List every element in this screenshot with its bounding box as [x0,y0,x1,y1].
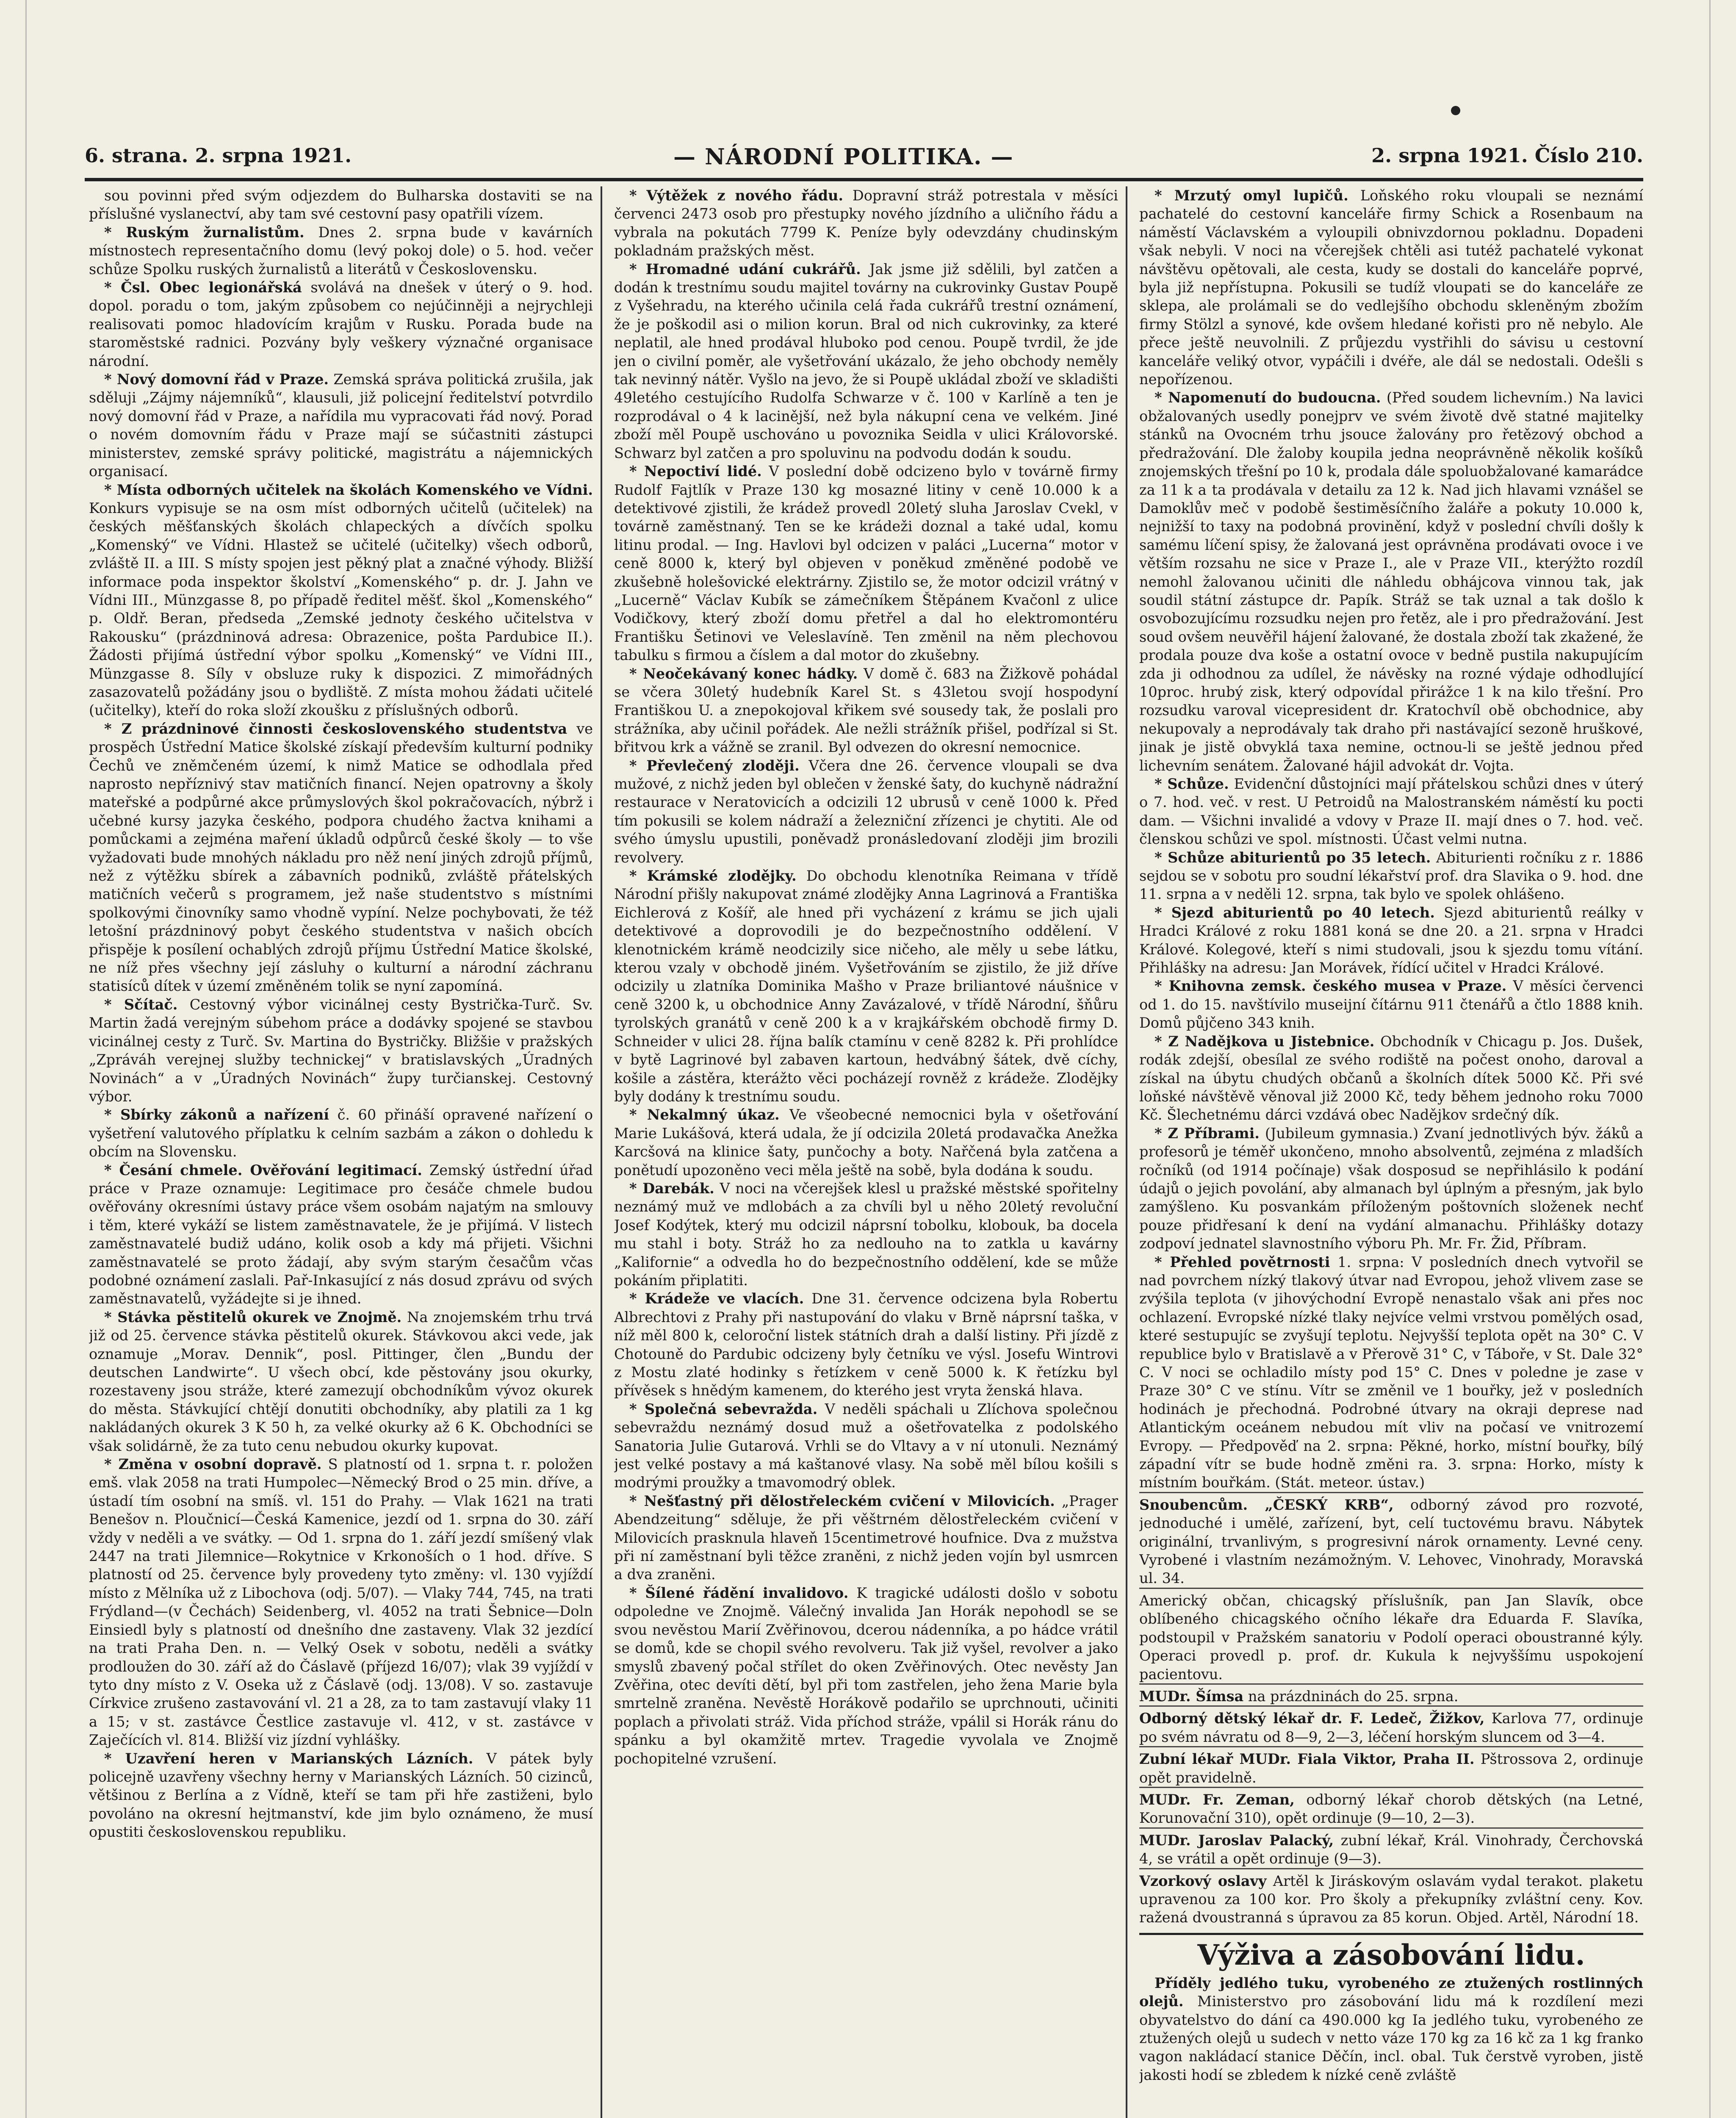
column-3-items [1139,186,1643,1927]
article-text: S platností od 1. srpna t. r. položen emš. vlak 2058 na trati Humpolec—Německý Brod o 25 min. dříve, a ústadí tím osobní na smíš. vl. 151 do Prahy. — Vlak 1621 na trati Benešov n. Ploučnicí—Česká Kamenice, jezdí od 1. srpna do 30. září vždy v neděli a ve svátky. — Od 1. srpna do 1. září jezdí smíšený vlak 2447 na trati Jilemnice—Rokytnice v Krkonoších o 1 hod. dříve. S platností od 25. července byly provedeny tyto změny: vl. 130 vyjíždí místo z Mělníka už z Libochova (odj. 5/07). — Vlaky 744, 745, na trati Frýdland—(v Čechách) Seidenberg, vl. 4052 na trati Šebnice—Doln Einsiedl byly s platností od dnešního dne zastaveny. Vlak 32 jezdící na trati Praha Den. n. — Velký Osek v sobotu, neděli a svátky prodloužen do 30. září až do Čáslavě (příjezd 16/07); vlak 39 vyjíždí v tyto dny místo z V. Oseka už z Čáslavě (odj. 13/08). V so. zastavuje Církvice zrušeno zastavování vl. 21 a 28, za to tam zastavují vlaky 11 a 15; v st. zastávce Čestlice zastavuje vl. 412, v st. zastávce v Zaječících vl. 814. Bližší viz jízdní vyhlášky. [89,1456,593,1749]
article-title: * Schůze abiturientů po 35 letech. [1155,849,1431,866]
article-text: V měsíci červenci od 1. do 15. navštívilo museijní čítárnu 911 čtenářů a čtlo 1888 knih. Domů půjčeno 343 knih. [1139,978,1643,1031]
article-title: * Schůze. [1155,776,1229,792]
section-article [1139,1974,1643,2084]
header-issue-number: 2. srpna 1921. Číslo 210. [1371,144,1643,167]
article-title: * Napomenutí do budoucna. [1155,389,1381,406]
advertisement-title: Vzorkový oslavy [1139,1872,1267,1889]
article-text: Dne 31. července odcizena byla Robertu Albrechtovi z Prahy při nastupování do vlaku v Brně náprsní taška, v níž měl 800 k, celoroční listek státních drah a další listiny. Při jízdě z Chotouně do Pardubic odcizeny byly četníku ve výsl. Josefu Wintrovi z Mostu zlaté hodinky s řetízkem v ceně 5000 k. K řetízku byl přívěsek s hnědým kamenem, do kterého jest vryta ženská hlava. [614,1290,1118,1399]
article-title: * Změna v osobní dopravě. [104,1456,322,1473]
article-text: Abiturienti ročníku z r. 1886 sejdou se v sobotu pro soudní lékařství prof. dra Slavika o 9. hod. dne 11. srpna a v neděli 12. srpna, tak bylo ve spolek ohlášeno. [1139,849,1643,903]
advertisement-text: na prázdninách do 25. srpna. [1243,1688,1459,1705]
article-text: č. 60 přináší opravené nařízení o vyšetření valutového příplatku k celním sazbám a zákon o dohledu k obcím na Slovensku. [89,1106,593,1160]
article [89,995,593,1106]
section-articles [1139,1974,1643,2084]
article [89,186,593,223]
advertisement [1139,1746,1643,1787]
article [614,867,1118,1106]
article-text: sou povinni před svým odjezdem do Bulharska dostaviti se na příslušné vyslanectví, aby tam své cestovní pasy opatřili vízem. [89,187,593,222]
article [89,1308,593,1455]
article-title: * Hromadné udání cukrářů. [629,261,861,277]
advertisement-text: Artěl k Jiráskovým oslavám vydal terakot. plaketu upravenou za 100 kor. Pro školy a překupníky zvláštní ceny. Kov. ražená dvoustranná s úpravou za 85 korun. Objed. Artěl, Národní 18. [1139,1872,1643,1926]
article-text: (Jubileum gymnasia.) Zvaní jednotlivých býv. žáků a profesorů je téměř ukončeno, mnoho absolventů, zejména z mladších ročníků (od 1914 počínaje) však dosposud se nepřihlásilo k podání údajů o jejich povolání, aby almanach byl úplným a přesným, jak bylo zamýšleno. Ku posvankám příloženým poštovních složenek nechť pouze přidřesaní k dení na vydání almanachu. Přihlášky dotazy zodpoví jednatel slavnostního výboru Ph. Mr. Fr. Žid, Příbram. [1139,1125,1643,1252]
section-heading: Výživa a zásobování lidu. [1139,1933,1643,1972]
article-text: Včera dne 26. července vloupali se dva mužové, z nichž jeden byl oblečen v ženské šaty, do kuchyně nádražní restaurace v Neratovicích a odcizili 12 ubrusů v ceně 1000 k. Před tím pokusili se kolem nádraží a železniční zřízenci je chytiti. Ale od svého úmyslu upustili, poněvadž pronásledovaní zloději jim brozili revolvery. [614,757,1118,866]
article [89,720,593,995]
article-title: * Nekalmný úkaz. [629,1106,780,1123]
article [1139,775,1643,848]
advertisement-text: zubní lékař, Král. Vinohrady, Čerchovská 4, se vrátil a opět ordinuje (9—3). [1139,1832,1643,1867]
article [614,1492,1118,1584]
article-title: * Místa odborných učitelek na školách Komenského ve Vídni. [104,481,593,498]
article-title: * Z Nadějkova u Jistebnice. [1155,1033,1375,1050]
article-title: * Neočekávaný konec hádky. [629,665,858,682]
article [614,665,1118,757]
article-text: Dnes 2. srpna bude v kavárních místnostech representačního domu (levý pokoj dole) o 5. hod. večer schůze Spolku ruských žurnalistů a literátů v Československu. [89,224,593,277]
article-title: * Šílené řádění invalidovo. [629,1584,849,1601]
article-text: K tragické události došlo v sobotu odpoledne ve Znojmě. Válečný invalida Jan Horák nepohodl se se svou nevěstou Marií Zvěřinovou, dcerou nádenníka, a po hádce vrátil se domů, kde se chopil svého revolveru. Tak již vyšel, revolver a jako smyslů zbavený počal střílet do oken Zvěřinových. Otec nevěsty Jan Zvěřina, otec devíti dětí, byl při tom zastřelen, jeho žena Marie byla smrtelně zraněna. Nevěstě Horákově podařilo se uprchnouti, učiniti poplach a přivolati stráž. Vida příchod stráže, vpálil si Horák ránu do spánku a byl okamžitě mrtev. Tragedie vyvolala ve Znojmě pochopitelné vzrušení. [614,1584,1118,1767]
advertisement-text: Pštrossova 2, ordinuje opět pravidelně. [1139,1751,1643,1786]
page-edge-left [25,0,27,2118]
article-title: * Nešťastný při dělostřeleckém cvičení v Milovicích. [629,1492,1055,1509]
article-title: * Převlečený zloději. [629,757,800,774]
article-text: V pátek byly policejně uzavřeny všechny herny v Marianských Lázních. 50 cizinců, většinou z Berlína a z Vídně, kteří se tam při hře zastiženi, bylo povoláno na okresní hejtmanství, kde jim bylo oznámeno, že musí opustiti československou republiku. [89,1750,593,1841]
article-text: Ve všeobecné nemocnici byla v ošetřování Marie Lukášová, která udala, že jí odcizila 20letá prodavačka Anežka Karcšová na klinice šaty, punčochy a boty. Nařčená byla zatčena a ponětudí upozoněno veci měla ještě na sobě, byla dodána k soudu. [614,1106,1118,1178]
advertisement-text: Karlova 77, ordinuje po svém návratu od 8—9, 2—3, léčení horským sluncem od 3—4. [1139,1710,1643,1745]
article [1139,1253,1643,1492]
article [89,1455,593,1749]
advertisement [1139,1683,1643,1705]
article [614,260,1118,462]
article [1139,1124,1643,1253]
article [89,370,593,480]
masthead-title: — NÁRODNÍ POLITIKA. — [673,144,1014,170]
article-text: ve prospěch Ústřední Matice školské získají především kulturní podniky Čechů ve zněmčeném území, k nimž Matice se odhodlala před naprosto nepříznivý stav matičních financí. Nejen opatrovny a školy mateřské a podpůrné akce průmyslových škol pokračovacích, nýbrž i učebné kursy jazyka českého, podpora chudého žactva knihami a pomůckami a zejména maření úkladů odpůrců české školy — to vše vyžadovati bude mnohých nákladu pro něž není jiných zdrojů příjmů, než z výtěžku sbírek a zábavních podniků, zvláště přátelských matičních večerů s programem, jež naše studentstvo s místními spolkovými činovníky samo vhodně vypíní. Nelze pochybovati, že též letošní prázdninový pobyt českého studentstva v našich obcích přispěje k posílení ochablých zdrojů příjmu Ústřední Matice školské, ne níž přes všechny její zásluhy o kulturní a národní záchranu statisíců dítek v území změněném tolik se nyní zapomíná. [89,720,593,995]
article-title: * Společná sebevražda. [629,1400,818,1417]
article-title: * Mrzutý omyl lupičů. [1155,187,1348,204]
article [1139,186,1643,388]
advertisement [1139,1787,1643,1827]
article [614,1584,1118,1768]
article-title: * Z Příbrami. [1155,1125,1260,1142]
article-title: * Nový domovní řád v Praze. [104,371,329,388]
article [614,1179,1118,1289]
article-text: V domě č. 683 na Žižkově pohádal se včera 30letý hudebník Karel St. s 43letou svojí hospodyní Františkou U. a znepokojoval křikem své sousedy tak, že poslali pro strážníka, aby učinil pořádek. Ale nežli strážník přišel, podřízal si St. břitvou krk a vážně se zranil. Byl odvezen do okresní nemocnice. [614,665,1118,756]
advertisement-text: Americký občan, chicagský příslušník, pan Jan Slavík, obce oblíbeného chicagského očního lékaře dra Eduarda F. Slavíka, podstoupil v Pražském sanatoriu v Podolí operaci oboustranné kýly. Operaci provedl p. prof. dr. Kukula k nejvyššímu uspokojení pacientovu. [1139,1592,1643,1683]
article-text: 1. srpna: V posledních dnech vytvořil se nad povrchem nízký tlakový útvar nad Evropou, jehož vlivem zase se zvýšila teplota (v jihovýchodní Evropě nenastalo však ani přes noc ochlazení. Evropské nízké tlaky nejvíce velmi vrstvou pomělých osad, které sestupujíc se zvyšují teplotu. Nejvyšší teplota opět na 30° C. V republice bylo v Bratislavě a v Přerově 31° C, v Táboře, v St. Dale 32° C. V noci se ochladilo místy pod 15° C. Dnes v poledne je zase v Praze 30° C ve stínu. Vítr se změnil ve 1 bouřky, jež v posledních hodinách je přechodná. Podrobné útvary na okraji deprese nad Atlantickým oceánem nebudou mít vliv na počasí ve vnitrozemí Evropy. — Předpověď na 2. srpna: Pěkné, horko, místní bouřky, bílý západní vítr se bude hodně změni ra. 3. srpna: Horko, místy k místním bouřkám. (Stát. meteor. ústav.) [1139,1253,1643,1491]
article-title: * Sčítač. [104,996,178,1013]
advertisement-title: MUDr. Šímsa [1139,1688,1244,1705]
article [614,1289,1118,1400]
article-text: Sjezd abiturientů reálky v Hradci Králové z roku 1881 koná se dne 20. a 21. srpna v Hradci Králové. Kolegové, kteří s nimi studovali, jsou k sjezdu tomu vítání. Přihlášky na adresu: Jan Morávek, řídící učitel v Hradci Králové. [1139,904,1643,976]
column-3 [1139,186,1643,2118]
article [614,757,1118,867]
article [89,481,593,720]
article [614,462,1118,664]
column-rule [1126,186,1127,2118]
advertisement [1139,1868,1643,1927]
article-title: * Ruským žurnalistům. [104,224,305,241]
article [614,186,1118,260]
article [1139,848,1643,904]
page-edge-right [1709,0,1711,2118]
article-title: * Česání chmele. Ověřování legitimací. [104,1162,422,1178]
article [1139,388,1643,775]
article-text: Evidenční důstojníci mají přátelskou schůzi dnes v úterý o 7. hod. več. v rest. U Petroidů na Malostranském náměstí ku pocti dam. — Všichni invalidé a vdovy v Praze II. mají dnes o 7. hod. več. členskou schůzi ve spol. místnosti. Účast velmi nutna. [1139,776,1643,848]
article-text: svolává na dnešek v úterý o 9. hod. dopol. poradu o tom, jakým způsobem co nejúčinněji a nejrychleji realisovati pomoc hladovícím krajům v Rusku. Porada bude na staroměstské radnici. Pozvány byly veškery význačné organisace národní. [89,279,593,369]
advertisement-text: odborný závod pro rozvoté, jednoduché i umělé, zařízení, byt, celí tuctovému bravu. Nábytek originální, trvanlivým, s progresivní nárok ornamenty. Levné ceny. Vyrobené i vlastním nezámožným. V. Lehovec, Vinohrady, Moravská ul. 34. [1139,1496,1643,1587]
article [614,1106,1118,1179]
article-title: * Z prázdninové činnosti československého studentstva [104,720,568,737]
article-text: Loňského roku vloupali se neznámí pachatelé do cestovní kanceláře firmy Schick a Rosenbaum na náměstí Václavském a vyloupili obnivzdornou pokladnu. Dopadeni však nebyli. V noci na včerejšek chtěli asi tutéž pachatelé vykonat návštěvu opětovali, ale cesta, kudy se dostali do kanceláře poprvé, byla již nepřístupna. Pokusili se tudíž vloupati se do kanceláře ze sklepa, ale prolámali se do vedlejšího obchodu skleněným zbožím firmy Stölzl a synové, kde ovšem hledané kořisti pro ně nebylo. Ale přece ještě neuvolnili. Z průjezdu vystřihli do sávisu u cestovní kanceláře veliký otvor, vypáčili i dvéře, ale dál se nedostali. Odešli s nepořízenou. [1139,187,1643,388]
column-2 [614,186,1118,2118]
article [89,1106,593,1161]
article-title: * Knihovna zemsk. českého musea v Praze. [1155,978,1507,995]
section-article-title: Příděly jedlého tuku, vyrobeného ze ztužených rostlinných olejů. [1139,1974,1643,2010]
article-text: Na znojemském trhu trvá již od 25. července stávka pěstitelů okurek. Stávkovou akci vede, jak oznamuje „Morav. Dennik“, posl. Pittinger, člen „Bundu der deutschen Landwirte“. U všech obcí, kde pěstovány jsou okurky, rozestaveny jsou stráže, které zamezují obchodníkům vývoz okurek do města. Stávkující chtějí donutiti obchodníky, aby platili za 1 kg nakládaných okurek 3 K 50 h, za velké okurky až 6 K. Obchodníci se však solidárně, že za tuto cenu nebudou okurky kupovat. [89,1309,593,1454]
advertisement [1139,1705,1643,1746]
article-text: V neděli spáchali u Zlíchova společnou sebevraždu neznámý dosud muž a ošetřovatelka z podolského Sanatoria Julie Gutarová. Vrhli se do Vltavy a v ní utonuli. Neznámý jest velké postavy a má kaštanové vlasy. Na sobě měl bílou košili s modrými proužky a tmavomodrý oblek. [614,1400,1118,1491]
article [89,1749,593,1841]
article [89,223,593,278]
column-rule [601,186,602,2118]
column-1 [89,186,593,2118]
article-title: * Krámské zlodějky. [629,868,797,884]
header-page-number: 6. strana. 2. srpna 1921. [85,144,352,167]
article [89,278,593,370]
advertisement-title: Odborný dětský lékař dr. F. Ledeč, Žižkov, [1139,1710,1485,1727]
advertisement [1139,1492,1643,1588]
section-article-text: Ministerstvo pro zásobování lidu má k rozdílení mezi obyvatelstvo do dání ca 490.000 kg Ia jedlého tuku, vyrobeného ze ztužených olejů u sudech v netto váze 170 kg za 16 kč za 1 kg franko vagon nakládací stanice Děčín, incl. obal. Tuk čerstvě vyroben, jistě jakosti hodí se zbledem k nízké ceně zvláště [1139,1993,1643,2083]
article-title: * Výtěžek z nového řádu. [629,187,844,204]
article-title: * Uzavření heren v Marianských Lázních. [104,1750,473,1767]
page-header [85,144,1643,181]
advertisement-title: Snoubencům. „ČESKÝ KRB“, [1139,1496,1394,1513]
article-title: * Krádeže ve vlacích. [629,1290,804,1307]
article-text: Konkurs vypisuje se na osm míst odborných učitelů (učitelek) na českých měšťanských školách chlapeckých a dívčích spolku „Komenský“ ve Vídni. Hlastež se učitelé (učitelky) všech odborů, zvláště II. a III. S místy spojen jest pěkný plat a značné výhody. Bližší informace poda inspektor školství „Komenského“ p. dr. J. Jahn ve Vídni III., Münzgasse 8, po případě ředitel měšť. škol „Komenského“ p. Oldř. Beran, předseda „Zemské jednoty českého učitelstva v Rakousku“ (prázdninová adresa: Obrazenice, pošta Pardubice II.). Žádosti přijímá ústřední výbor spolku „Komenský“ ve Vídni III., Münzgasse 8. Síly v obsluze ruky k dispozici. Z mimořádných zasazovatelů požádány jsou o bydliště. Z místa mohou žádati učitelé (učitelky), kteří do roka složí zkoušku z příslušných odborů. [89,499,593,719]
advertisement-title: Zubní lékař MUDr. Fiala Viktor, Praha II. [1139,1751,1475,1768]
advertisement-title: MUDr. Fr. Zeman, [1139,1791,1295,1808]
article [1139,1032,1643,1124]
article [614,1400,1118,1492]
article-title: * Stávka pěstitelů okurek ve Znojmě. [104,1309,402,1325]
article-text: (Před soudem lichevním.) Na lavici obžalovaných usedly ponejprv ve svém životě dvě statné majitelky stánků na Ovocném trhu jsouce žalovány pro řetězový obchod a předražování. Dle žaloby koupila jedna neoprávněně několik košíků znojemských třešní po 10 k, prodala dále spoluobžalované kamarádce za 11 k a ta prodávala v detailu za 12 k. Nad jich hlavami vznášel se Damoklův meč v podobě šestiměsíčního žaláře a pokuty 10.000 k, nejnižší to taxy na podobná provinění, když v poslední chvíli došly k samému líčení spisy, že žalovaná jest oprávněna prodávati ovoce i ve větším rozsahu ne sice v Praze I., ale v Praze VII., kterýžto rozdíl nemohl žalovanou učiniti dle náhledu obhájcova vinnou tak, jak soudil státní zástupce dr. Papík. Stráž se tak uznal a tak došlo k osvobozujícímu rozsudku nejen pro řetěz, ale i pro předražování. Jest soud ovšem neuvěřil hájení žalované, že dostala zboží tak zkažené, že prodala pouze dva koše a ostatní ovoce v bedně pustila nakupujícím zda ji odhodnou za udílel, že návěsky na rozné výdaje odhodlující 10proc. hrubý zisk, který odpovídal přirážce 1 k na kilo třešní. Pro rozsudku varoval vicepresident dr. Kratochvíl obě obchodnice, aby nekupovaly a neprodávaly tak draho při nastávající sezoně hruškové, jinak je jistě obvyklá taxa nemine, octnou-li se ještě jednou před lichevním senátem. Žalované hájil advokát dr. Vojta. [1139,389,1643,774]
article-text: V poslední době odcizeno bylo v továrně firmy Rudolf Fajtlík v Praze 130 kg mosazné litiny v ceně 10.000 k a detektivové zjistili, že krádež provedl 20letý sluha Jaroslav Cvekl, v továrně zaměstnaný. Ten se ke krádeži doznal a také udal, komu litinu prodal. — Ing. Havlovi byl odcizen v paláci „Lucerna“ motor v ceně 8000 k, který byl objeven v poněkud změněné podobě ve zkušebně holešovické elektrárny. Zjistilo se, že motor odcizil vrátný v „Lucerně“ Václav Kubík se zámečníkem Štěpánem Kvačonl z ulice Vodičkovy, který zboží domu přetřel a dal ho elektromontéru Františku Šetinovi ve Veleslavíně. Ten změnil na něm plechovou tabulku s firmou a číslem a dal motor do zkušebny. [614,463,1118,664]
advertisement [1139,1827,1643,1868]
article-title: * Nepoctiví lidé. [629,463,762,480]
advertisement [1139,1588,1643,1683]
advertisement-title: MUDr. Jaroslav Palacký, [1139,1832,1334,1849]
article-title: * Sbírky zákonů a nařízení [104,1106,329,1123]
article [1139,977,1643,1032]
advertisement-text: odborný lékař chorob dětských (na Letné, Korunovační 310), opět ordinuje (9—10, 2—3). [1139,1791,1643,1827]
article-text: Cestovný výbor vicinálnej cesty Bystrička-Turč. Sv. Martin žadá verejným súbehom práce a dodávky spojené se stavbou vicinálnej cesty z Turč. Sv. Martina do Bystričky. Bližšie v pražských „Zpráváh verejnej služby technickej“ v bratislavských „Úradných Novinách“ a v „Úradných Novinách“ župy turčianskej. Cestovný výbor. [89,996,593,1105]
article-title: * Přehled povětrnosti [1155,1253,1330,1270]
ink-speck [1451,106,1460,115]
article-text: Jak jsme již sdělili, byl zatčen a dodán k trestnímu soudu majitel továrny na cukrovinky Gustav Poupě z Vyšehradu, na kterého učinila celá řada cukrářů trestní oznámení, že je poškodil asi o milion korun. Bral od nich cukrovinky, za které neplatil, ale hned prodával hluboko pod cenou. Poupě tvrdil, že jde jen o civilní poměr, ale vyšetřování ukázalo, že jeho obchody neměly tak nevinný nátěr. Vyšlo na jevo, že si Poupě ukládal zboží ve skladišti 49letého cestujícího Rudolfa Schwarze v č. 100 v Karlíně a ten je rozprodával o 4 k lacinější, než byla nákupní cena ve velkém. Jiné zboží měl Poupě uschováno u povoznika Seidla v ulici Královorské. Schwarz byl zatčen a pro spoluvinu na podvodu dodán k soudu. [614,261,1118,461]
article-text: Dopravní stráž potrestala v měsíci červenci 2473 osob pro přestupky nového jízdního a uličního řádu a vybrala na pokutách 7799 K. Peníze byly odevzdány chudinským pokladnám pražských měst. [614,187,1118,259]
article [1139,904,1643,977]
article-text: Zemská správa politická zrušila, jak sděluji „Zájmy nájemníků“, klausuli, již policejní ředitelství potvrdilo nový domovní řád v Praze, a nařídila mu vypracovati řád nový. Porad o novém domovním řádu v Praze mají se súčastniti zástupci ministerstev, zemské správy politické, magistrátu a nájemnických organisací. [89,371,593,480]
article-text: V noci na včerejšek klesl u pražské městské spořitelny neznámý muž ve mdlobách a za chvíli byl u něho 20letý revoluční Josef Kodýtek, který mu odcizil náprsní tobolku, klobouk, ba docela mu stahl i boty. Stráž ho za nedlouho na to zatkla u kavárny „Kalifornie“ a odvedla ho do bezpečnostního oddělení, kde se může pokáním připlatiti. [614,1180,1118,1289]
article-text: Do obchodu klenotníka Reimana v třídě Národní přišly nakupovat známé zlodějky Anna Lagrinová a Františka Eichlerová z Košíř, ale hned při vycházení z krámu se jich ujali detektivové a doprovodili je do bezpečnostního oddělení. V klenotnickém krámě neodcizily sice ničeho, ale měly u sebe látku, kterou vzaly v obchodě jiném. Vyšetřováním se zjistilo, že již dříve odcizily u zlatníka Dominika Mašho v Praze briliantové náušnice v ceně 3200 k, u obchodnice Anny Zavázalové, v třídě Národní, šňůru tyrolských granátů v ceně 200 k a v krajkářském obchodě firmy D. Schneider v ulici 28. října balík ctamínu v ceně 8282 k. Při prohlídce v bytě Lagrinové byl zabaven kartoun, hedvábný šátek, dvě cíchy, košile a zástěra, kterážto věci pocházejí rovněž z krádeže. Zlodějky byly dodány k trestnímu soudu. [614,868,1118,1105]
article-text: Zemský ústřední úřad práce v Praze oznamuje: Legitimace pro česáče chmele budou ověřovány okresními ústavy práce všem osobám najatým na smlouvy i těm, které vykáží se listem zaměstnavatele, že je přijímá. V listech zaměstnavatelé budiž udáno, kolik osob a kdy má přijeti. Všichni zaměstnavatelé se proto žádají, aby svým starým česačům včas podobné oznámení zaslali. Pař-Inkasující z nás dosud zprávu od svých zaměstnavatelů, vyžádejte si je ihned. [89,1162,593,1307]
article-title: * Sjezd abiturientů po 40 letech. [1155,904,1435,921]
article-title: * Čsl. Obec legionářská [104,279,302,296]
article-text: Obchodník v Chicagu p. Jos. Dušek, rodák zdejší, obesílal ze svého rodiště na počest onoho, daroval a získal na úbytu chudých občanů a školních dítek 5000 Kč. Při své loňské návštěvě věnoval již 2000 Kč, tedy během jednoho roku 7000 Kč. Šlechetnému dárci vzdává obec Nadějkov srdečný dík. [1139,1033,1643,1123]
article [89,1161,593,1308]
article-text: „Prager Abendzeitung“ sděluje, že při věštrném dělostřeleckém cvičení v Milovicích prasknula hlaveň 15centimetrové houfnice. Dva z mužstva při ní zaměstnaní byli těžce zraněni, z nichž jeden vojín byl usmrcen a dva zraněni. [614,1492,1118,1583]
article-title: * Darebák. [629,1180,714,1197]
